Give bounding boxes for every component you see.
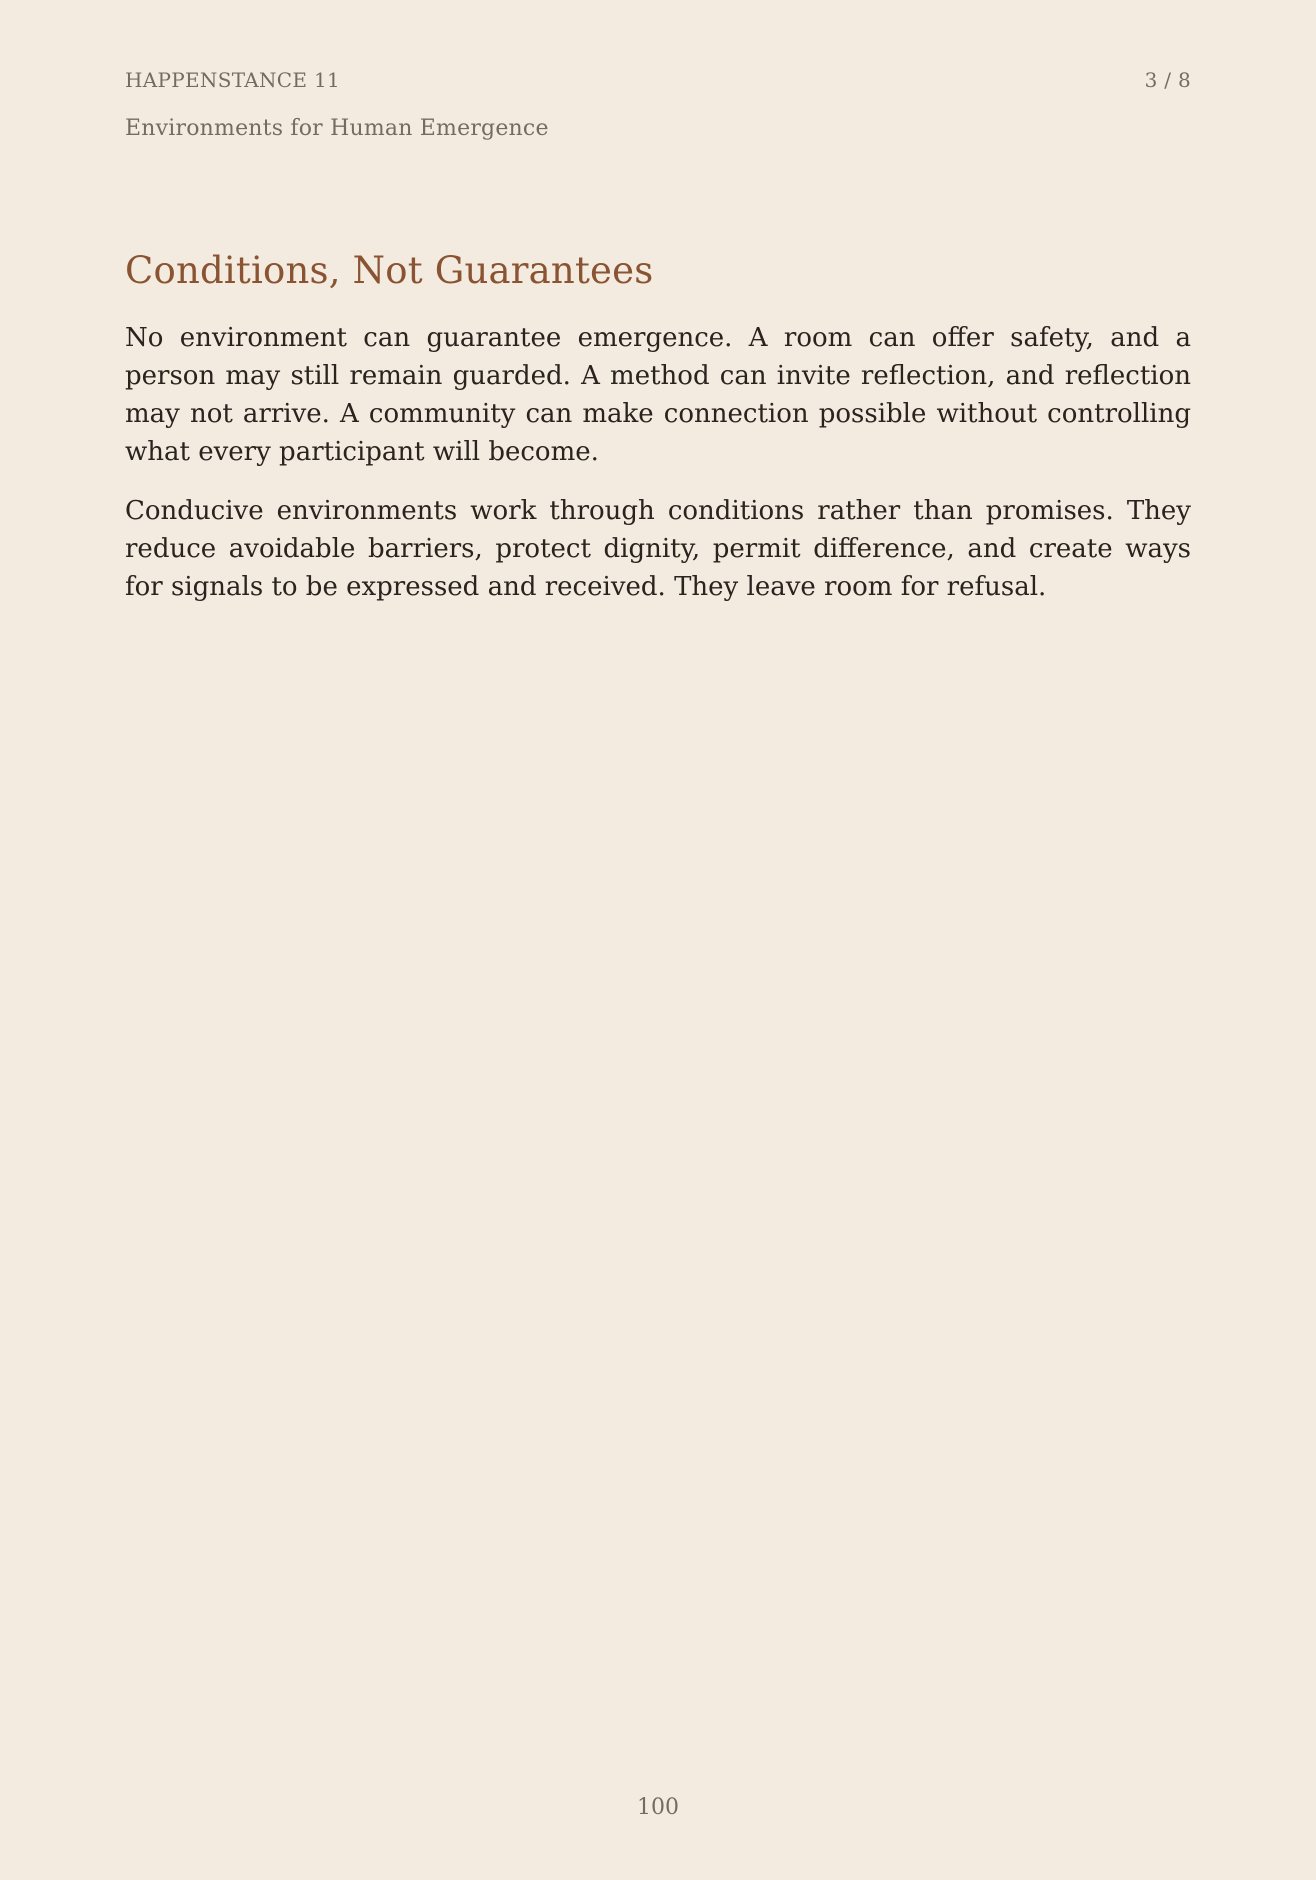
page-number: 100 <box>637 1795 679 1820</box>
section-body <box>125 319 1191 627</box>
body-paragraph: Conducive environments work through conditions rather than promises. They reduce avoidable barriers, protect dignity, permit difference, and create ways for signals to be expressed and received. They leave room for refusal. <box>125 496 1191 602</box>
body-paragraph: No environment can guarantee emergence. A room can offer safety, and a person may still remain guarded. A method can invite reflection, and reflection may not arrive. A community can make connection possible without controlling what every participant will become. <box>125 323 1191 467</box>
document-page <box>125 0 1191 1880</box>
section-title: Conditions, Not Guarantees <box>125 249 654 292</box>
series-title: HAPPENSTANCE 11 <box>125 68 340 92</box>
page-counter: 3 / 8 <box>1144 68 1191 92</box>
document-subtitle: Environments for Human Emergence <box>125 116 549 141</box>
running-header <box>125 68 1191 94</box>
